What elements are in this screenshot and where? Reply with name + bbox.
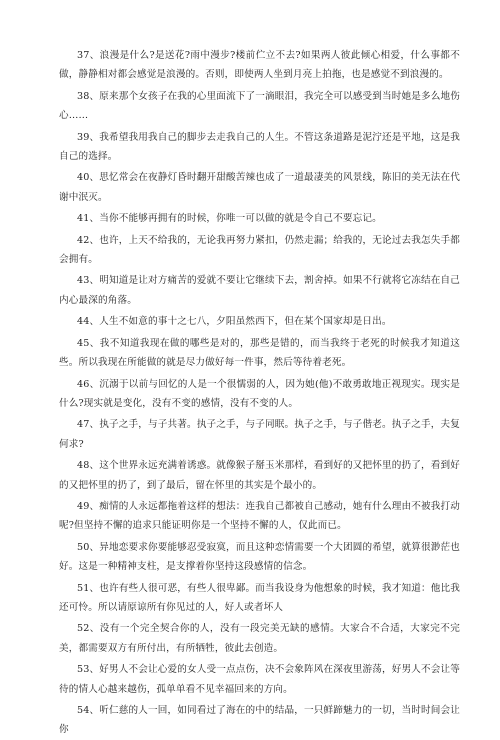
paragraph-45: 45、我不知道我现在做的哪些是对的，那些是错的，而当我终于老死的时候我才知道这些。所以我现在所能做的就是尽力做好每一件事，然后等待着老死。 <box>59 337 460 369</box>
paragraph-42: 42、也许，上天不给我的，无论我再努力紧扣，仍然走漏；给我的，无论过去我怎失手都会拥有。 <box>59 234 460 266</box>
paragraph-47: 47、执子之手，与子共著。执子之手，与子同眠。执子之手，与子偕老。执子之手，夫复何求? <box>59 419 460 450</box>
paragraph-43: 43、明知道是让对方痛苦的爱就不要让它继续下去，割舍掉。如果不行就将它冻结在自己内心最深的角落。 <box>59 275 460 306</box>
paragraph-50: 50、异地恋要求你要能够忍受寂寞，而且这种恋情需要一个大团圆的希望，就算很渺茫也好。这是一种精神支柱，是支撑着你坚持这段感情的信念。 <box>59 541 460 573</box>
paragraph-52: 52、没有一个完全契合你的人，没有一段完美无缺的感情。大家合不合适，大家完不完美，都需要双方有所付出，有所牺牲，彼此去创造。 <box>59 623 460 654</box>
paragraph-54: 54、听仁慈的人一回，如同看过了海在的中的结晶，一只鲜蹄魅力的一切，当时时间会让你 <box>59 705 460 736</box>
paragraph-51: 51、也许有些人很可恶，有些人很卑鄙。而当我设身为他想象的时候，我才知道：他比我还可怜。所以请原谅所有你见过的人，好人或者坏人 <box>59 582 460 613</box>
paragraph-44: 44、人生不如意的事十之七八，夕阳虽然西下，但在某个国家却是日出。 <box>77 316 392 328</box>
paragraph-38: 38、原来那个女孩子在我的心里面流下了一滴眼泪，我完全可以感受到当时她是多么地伤心…… <box>59 90 460 122</box>
paragraph-40: 40、思忆常会在夜静灯昏时翻开甜酸苦辣也成了一道最凄美的风景线，陈旧的美无法在代谢中泯灭。 <box>59 172 460 203</box>
paragraph-41: 41、当你不能够再拥有的时候，你唯一可以做的就是令自己不要忘记。 <box>77 213 382 225</box>
paragraph-46: 46、沉溺于以前与回忆的人是一个很懦弱的人，因为她(他)不敢勇敢地正视现实。现实是什么?现实就是变化，没有不变的感情，没有不变的人。 <box>59 378 460 409</box>
paragraph-37: 37、浪漫是什么?是送花?雨中漫步?楼前伫立不去?如果两人彼此倾心相爱，什么事都不做，静静相对都会感觉是浪漫的。否则，即使两人坐到月亮上拍拖，也是感觉不到浪漫的。 <box>59 50 460 81</box>
paragraph-48: 48、这个世界永远充满着诱惑。就像猴子掰玉米那样，看到好的又把怀里的扔了，看到好的又把怀里的扔了，到了最后，留在怀里的其实是个最小的。 <box>59 460 460 491</box>
paragraph-53: 53、好男人不会让心爱的女人受一点点伤，决不会象阵风在深夜里游荡，好男人不会让等待的情人心越来越伤，孤单单看不见幸福回来的方向。 <box>59 664 460 695</box>
paragraph-49: 49、痴情的人永远都拖着这样的想法：连我自己都被自己感动，她有什么理由不被我打动呢?但坚持不懈的追求只能证明你是一个坚持不懈的人，仅此而已。 <box>59 500 460 532</box>
paragraph-39: 39、我希望我用我自己的脚步去走我自己的人生。不管这条道路是泥泞还是平地，这是我自己的选择。 <box>59 131 460 163</box>
